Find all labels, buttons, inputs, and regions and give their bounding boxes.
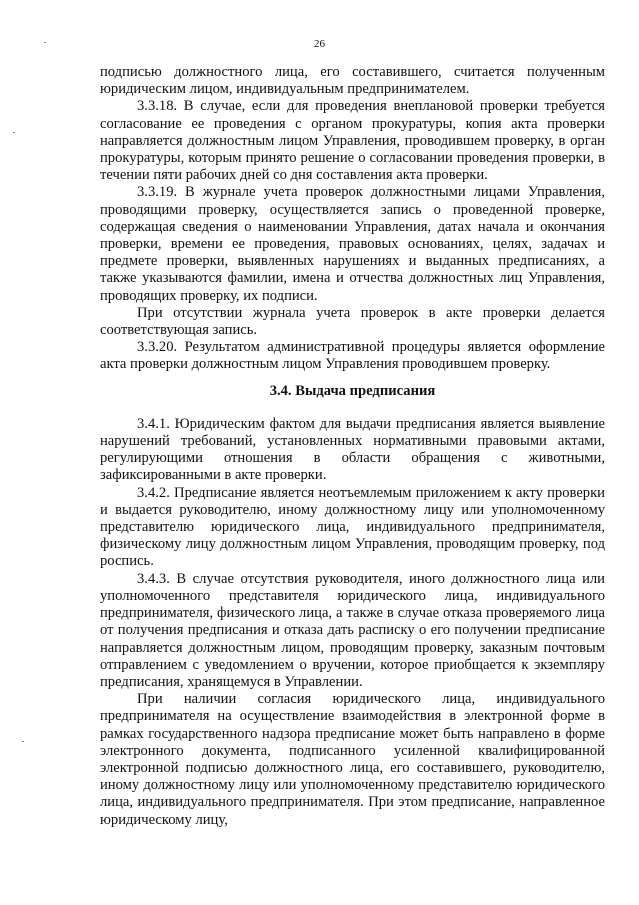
paragraph-journal-absence: При отсутствии журнала учета проверок в акте проверки делается соответствующая запись. bbox=[100, 304, 605, 339]
page-number: 26 bbox=[314, 38, 325, 50]
scan-speck bbox=[44, 42, 46, 43]
document-body bbox=[100, 64, 605, 829]
paragraph-3-4-2: 3.4.2. Предписание является неотъемлемым приложением к акту проверки и выдается руководителю, иному должностному лицу или уполномоченному представителю юридического лица, индивидуального предпринимателя, физическому лицу должностным лицом Управления, проводящим проверку, под роспись. bbox=[100, 484, 605, 570]
paragraph-3-3-18: 3.3.18. В случае, если для проведения внеплановой проверки требуется согласование ее проведения с органом прокуратуры, копия акта проверки направляется должностным лицом Управления, проводившем проверку, в орган прокуратуры, которым принято решение о согласовании проведения проверки, в течении пяти рабочих дней со дня составления акта проверки. bbox=[100, 98, 605, 184]
paragraph-3-3-19: 3.3.19. В журнале учета проверок должностными лицами Управления, проводящими проверку, осуществляется запись о проведенной проверке, содержащая сведения о наименовании Управления, датах начала и окончания проверки, времени ее проведения, правовых основаниях, целях, задачах и предмете проверки, выявленных нарушениях и выданных предписаниях, а также указываются фамилии, имена и отчества должностных лиц Управления, проводящих проверку, их подписи. bbox=[100, 184, 605, 304]
paragraph-3-4-1: 3.4.1. Юридическим фактом для выдачи предписания является выявление нарушений требований, установленных нормативными правовыми актами, регулирующими отношения в области обращения с животными, зафиксированными в акте проверки. bbox=[100, 415, 605, 484]
paragraph-continuation: подписью должностного лица, его составившего, считается полученным юридическим лицом, индивидуальным предпринимателем. bbox=[100, 64, 605, 98]
paragraph-3-4-3: 3.4.3. В случае отсутствия руководителя, иного должностного лица или уполномоченного представителя юридического лица, индивидуального предпринимателя, физического лица, а также в случае отказа проверяемого лица от получения предписания и отказа дать расписку о его получении предписание направляется должностным лицом, проводящим проверку, заказным почтовым отправлением с уведомлением о вручении, которое приобщается к экземпляру предписания, хранящемуся в Управлении. bbox=[100, 570, 605, 690]
paragraph-3-3-20: 3.3.20. Результатом административной процедуры является оформление акта проверки должностным лицом Управления проводившем проверку. bbox=[100, 339, 605, 373]
section-heading: 3.4. Выдача предписания bbox=[269, 382, 436, 399]
paragraph-electronic-form: При наличии согласия юридического лица, индивидуального предпринимателя на осуществление взаимодействия в электронной форме в рамках государственного надзора предписание может быть направлено в форме электронного документа, подписанного усиленной квалифицированной электронной подписью должностного лица, его составившего, руководителю, иному должностному лицу или уполномоченному представителю юридического лица, индивидуального предпринимателя. При этом предписание, направленное юридическому лицу, bbox=[100, 691, 605, 828]
scan-speck bbox=[22, 741, 24, 742]
scan-speck bbox=[13, 132, 15, 133]
